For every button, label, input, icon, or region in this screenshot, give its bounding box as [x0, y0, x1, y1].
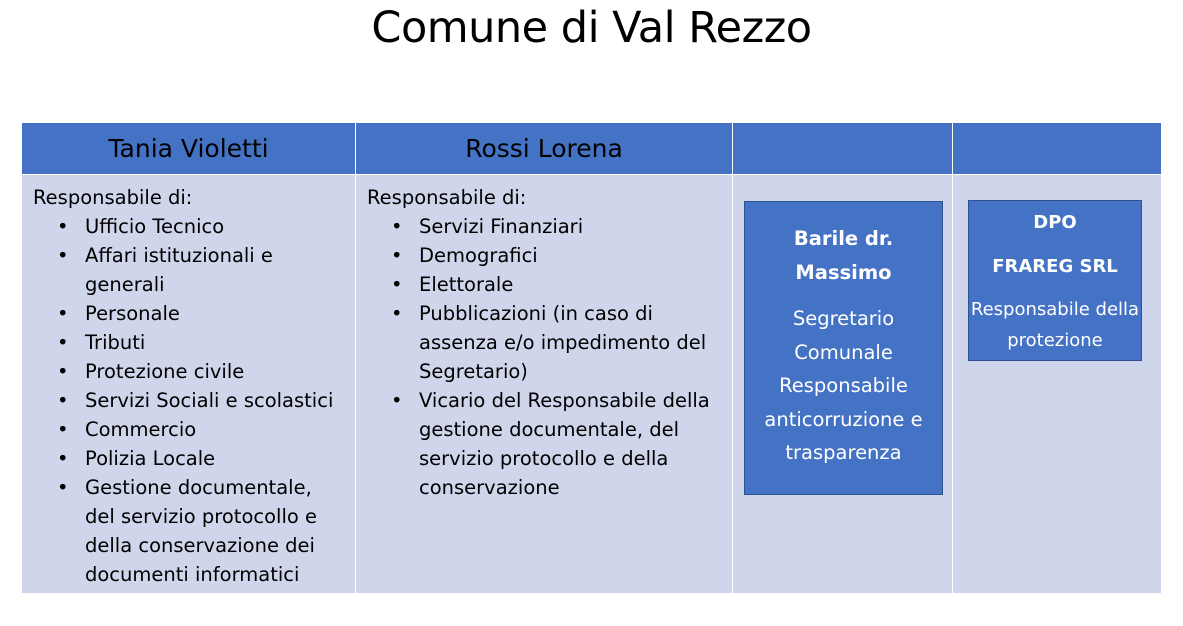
header-rossi-lorena: Rossi Lorena [356, 123, 733, 175]
responsabile-intro: Responsabile di: [33, 186, 193, 209]
dpo-box [968, 200, 1142, 361]
list-item: • Demografici [419, 241, 722, 270]
anticorruzione-role: Responsabile anticorruzione e trasparenza [764, 374, 923, 464]
list-item: • Polizia Locale [85, 444, 345, 473]
dpo-label: DPO [1033, 212, 1077, 233]
cell-rossi-lorena [356, 175, 733, 594]
list-item: • Servizi Finanziari [419, 212, 722, 241]
list-item: • Vicario del Responsabile della gestione documentale, del servizio protocollo e della conservazione [419, 386, 722, 502]
list-item: • Protezione civile [85, 357, 345, 386]
cell-tania-violetti [22, 175, 356, 594]
list-item: • Servizi Sociali e scolastici [85, 386, 345, 415]
segretario-role: Segretario Comunale [792, 307, 895, 364]
cell-segretario [733, 175, 953, 594]
segretario-box [744, 201, 943, 495]
responsibility-list [367, 212, 722, 502]
content-row [22, 175, 1162, 594]
list-item: • Personale [85, 299, 345, 328]
page-title: Comune di Val Rezzo [371, 3, 812, 53]
responsibilities-tania [22, 175, 355, 589]
header-empty-4 [953, 123, 1162, 175]
list-item: • Pubblicazioni (in caso di assenza e/o impedimento del Segretario) [419, 299, 722, 386]
spacer [969, 237, 1141, 253]
list-item: • Ufficio Tecnico [85, 212, 345, 241]
list-item: • Commercio [85, 415, 345, 444]
list-item: • Gestione documentale, del servizio protocollo e della conservazione dei documenti informatici [85, 473, 345, 589]
responsibilities-rossi [356, 175, 732, 502]
dpo-company: FRAREG SRL [992, 256, 1118, 277]
list-item: • Tributi [85, 328, 345, 357]
header-row [22, 123, 1162, 175]
responsabile-intro: Responsabile di: [367, 186, 527, 209]
list-item: • Elettorale [419, 270, 722, 299]
segretario-name: Barile dr. Massimo [793, 227, 894, 284]
list-item: • Affari istituzionali e generali [85, 241, 345, 299]
org-table [21, 122, 1162, 594]
responsibility-list [33, 212, 345, 589]
header-empty-3 [733, 123, 953, 175]
cell-dpo [953, 175, 1162, 594]
header-tania-violetti: Tania Violetti [22, 123, 356, 175]
dpo-role: Responsabile della protezione [970, 299, 1140, 351]
